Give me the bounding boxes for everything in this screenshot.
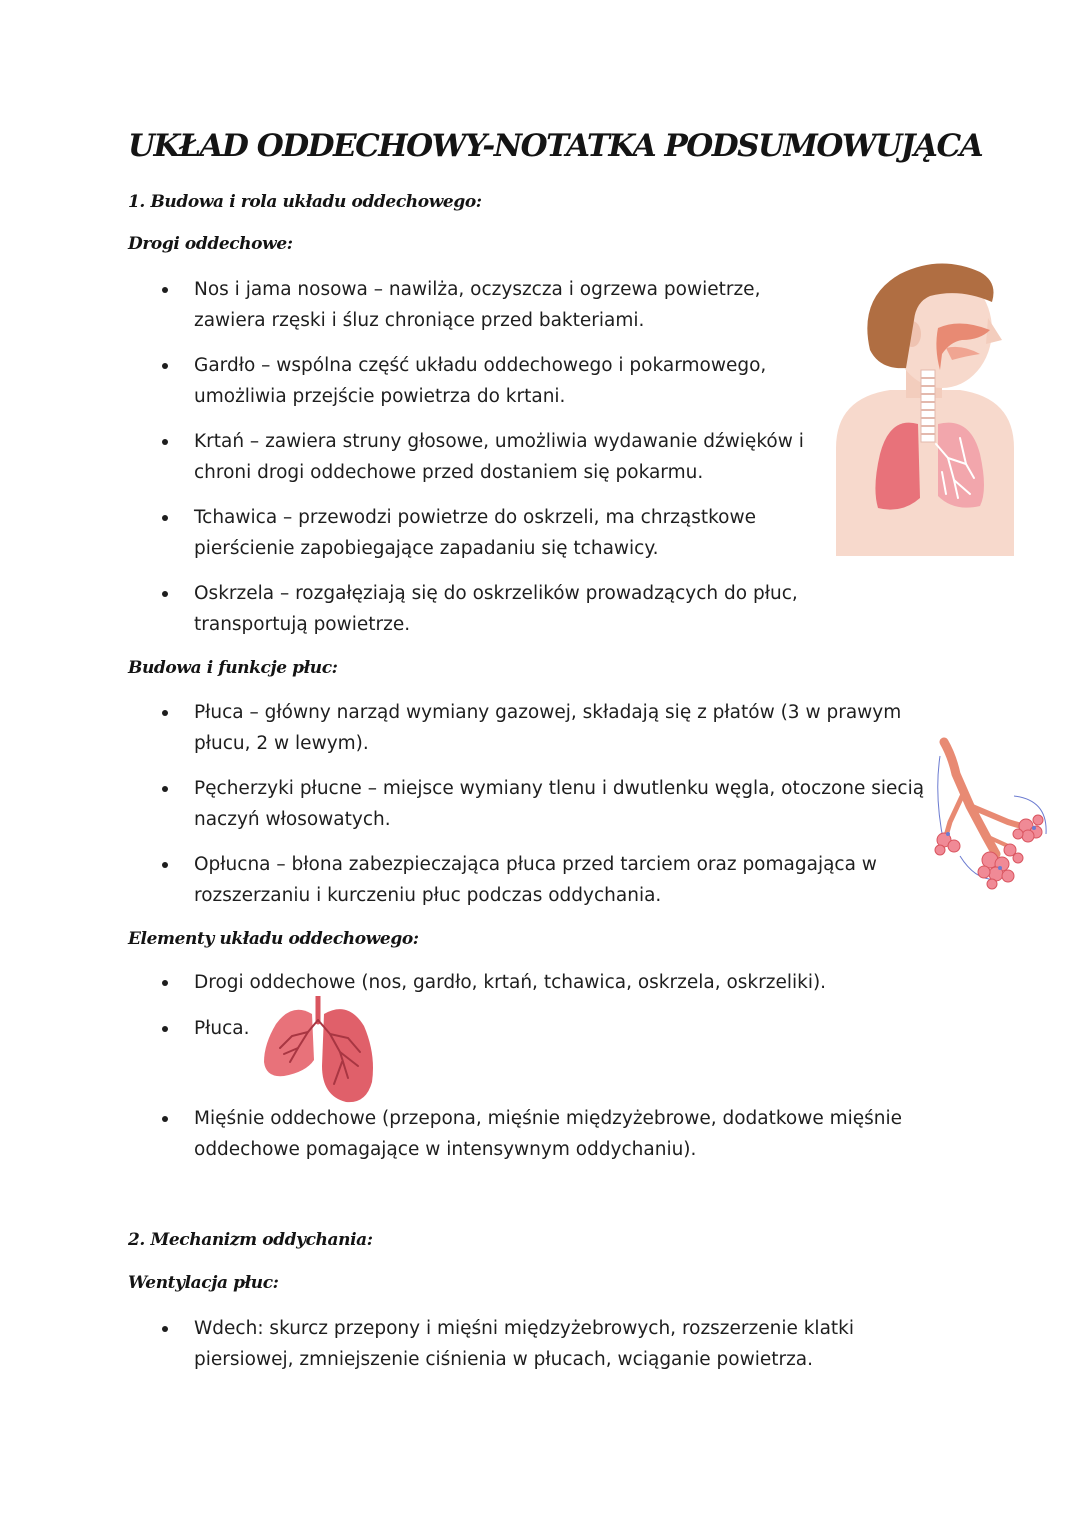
elements-heading: Elementy układu oddechowego: [128,929,419,949]
section-2-heading: 2. Mechanizm oddychania: [128,1230,373,1250]
ventilation-heading: Wentylacja płuc: [128,1273,279,1293]
list-item: Mięśnie oddechowe (przepona, mięśnie międzyżebrowe, dodatkowe mięśnie oddechowe pomagające w intensywnym oddychaniu). [194,1103,902,1165]
alveoli-cluster-icon [930,736,1052,892]
list-item: Pęcherzyki płucne – miejsce wymiany tlenu i dwutlenku węgla, otoczone siecią naczyń włosowatych. [194,773,924,835]
list-item: Opłucna – błona zabezpieczająca płuca przed tarciem oraz pomagająca w rozszerzaniu i kurczeniu płuc podczas oddychania. [194,849,877,911]
section-1-heading: 1. Budowa i rola układu oddechowego: [128,192,482,212]
lungs-icon [262,996,376,1106]
lungs-heading: Budowa i funkcje płuc: [128,658,338,678]
list-item: Wdech: skurcz przepony i mięśni międzyżebrowych, rozszerzenie klatki piersiowej, zmniejszenie ciśnienia w płucach, wciąganie powietrza. [194,1313,854,1375]
list-item: Płuca – główny narząd wymiany gazowej, składają się z płatów (3 w prawym płucu, 2 w lewym). [194,697,901,759]
list-item: Krtań – zawiera struny głosowe, umożliwia wydawanie dźwięków i chroni drogi oddechowe przed dostaniem się pokarmu. [194,426,804,488]
page-title: UKŁAD ODDECHOWY-NOTATKA PODSUMOWUJĄCA [128,128,983,164]
list-item: Tchawica – przewodzi powietrze do oskrzeli, ma chrząstkowe pierścienie zapobiegające zapadaniu się tchawicy. [194,502,756,564]
airways-heading: Drogi oddechowe: [128,234,293,254]
list-item: Gardło – wspólna część układu oddechowego i pokarmowego, umożliwia przejście powietrza do krtani. [194,350,766,412]
list-item: Płuca. [194,1013,250,1044]
list-item: Drogi oddechowe (nos, gardło, krtań, tchawica, oskrzela, oskrzeliki). [194,967,826,998]
respiratory-system-figure-icon [830,258,1020,563]
list-item: Oskrzela – rozgałęziają się do oskrzelików prowadzących do płuc, transportują powietrze. [194,578,798,640]
list-item: Nos i jama nosowa – nawilża, oczyszcza i ogrzewa powietrze, zawiera rzęski i śluz chroniące przed bakteriami. [194,274,760,336]
